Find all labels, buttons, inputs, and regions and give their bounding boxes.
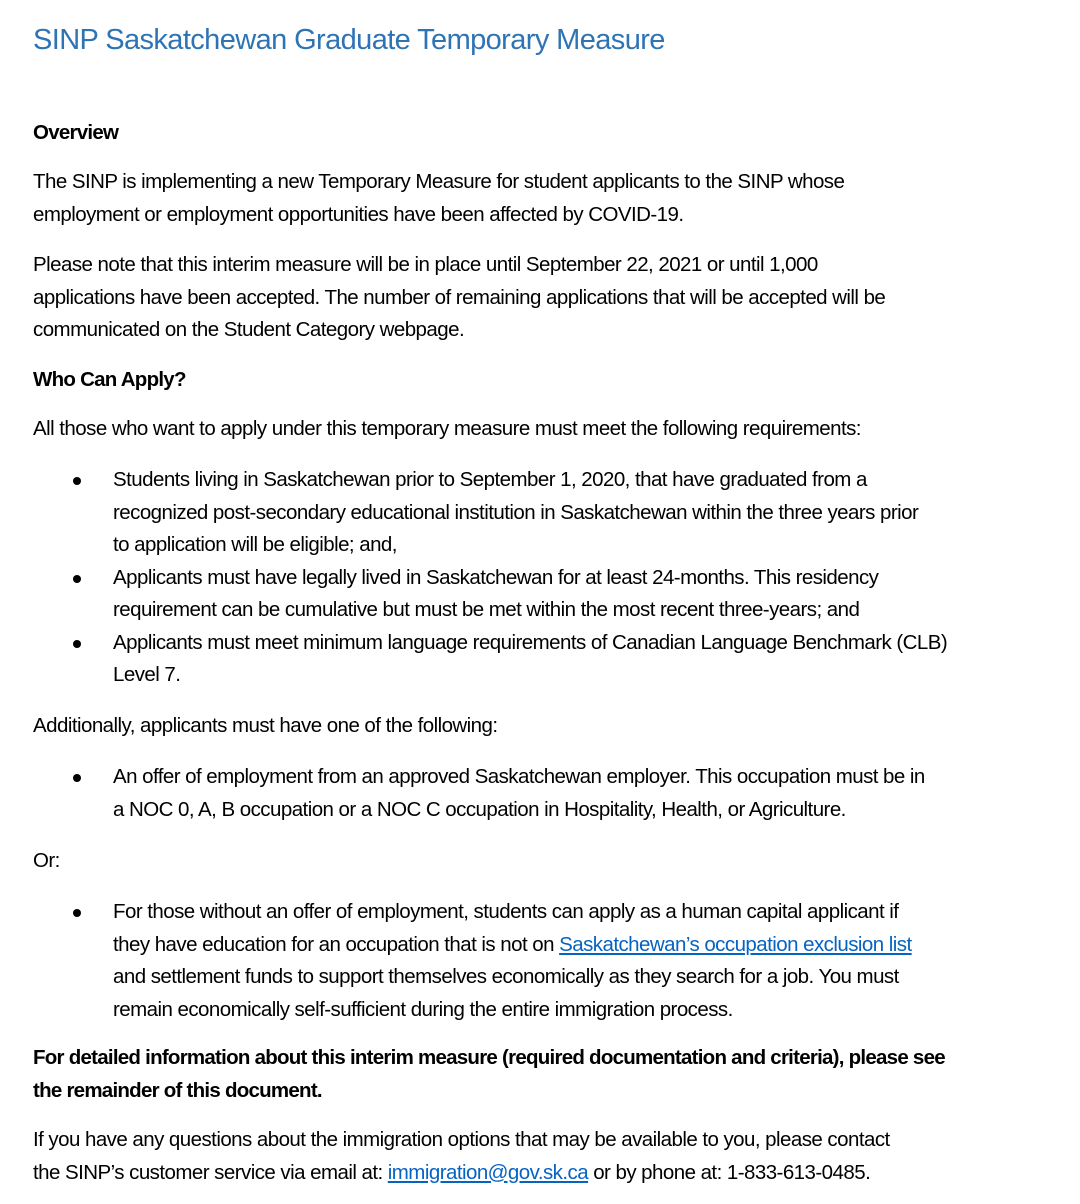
text-line: Applicants must have legally lived in Saskatchewan for at least 24-months. This residency [113,565,879,589]
text-line: to application will be eligible; and, [113,533,397,556]
bullet-icon [73,575,81,583]
text-line: communicated on the Student Category webpage. [33,318,465,341]
list-item [33,464,947,562]
requirements-list [33,464,947,692]
text-line [33,1157,890,1190]
text-line: The SINP is implementing a new Temporary Measure for student applicants to the SINP whose [33,170,845,193]
list-item [33,761,925,826]
contact-paragraph [33,1124,890,1189]
text-span: . [865,1160,871,1184]
text-line: If you have any questions about the immigration options that may be available to you, please contact [33,1128,890,1151]
overview-paragraph-2 [33,249,885,347]
text-line: For detailed information about this interim measure (required documentation and criteria), please see [33,1046,945,1069]
text-line: Applicants must meet minimum language requirements of Canadian Language Benchmark (CLB) [113,630,948,654]
additionally-text: Additionally, applicants must have one of the following: [33,714,498,737]
text-line: For those without an offer of employment, students can apply as a human capital applicant if [113,900,899,923]
text-line: Students living in Saskatchewan prior to September 1, 2020, that have graduated from a [113,468,867,491]
who-can-apply-heading: Who Can Apply? [33,368,186,391]
bullet-icon [73,477,81,485]
list-item [33,627,947,692]
overview-heading: Overview [33,121,119,144]
text-line: the remainder of this document. [33,1078,322,1102]
text-line: employment or employment opportunities have been affected by COVID-19. [33,202,684,226]
text-line: An offer of employment from an approved Saskatchewan employer. This occupation must be in [113,765,925,788]
requirements-intro: All those who want to apply under this temporary measure must meet the following requirements: [33,417,861,440]
bullet-icon [73,909,81,917]
text-line: recognized post-secondary educational institution in Saskatchewan within the three years prior [113,500,919,524]
list-item [33,562,947,627]
text-line: and settlement funds to support themselves economically as they search for a job. You must [113,965,899,988]
text-line: Please note that this interim measure will be in place until September 22, 2021 or until 1,000 [33,253,818,276]
list-item [33,896,912,1026]
occupation-exclusion-list-link[interactable]: Saskatchewan’s occupation exclusion list [559,932,912,956]
detail-note [33,1042,945,1107]
text-line: remain economically self-sufficient during the entire immigration process. [113,997,733,1021]
text-line [113,929,912,962]
option-employment-list [33,761,925,826]
text-line: Level 7. [113,663,181,686]
email-link[interactable]: immigration@gov.sk.ca [387,1160,589,1184]
or-label: Or: [33,849,60,872]
text-span: the SINP’s customer service via email at: [33,1160,388,1184]
text-span: or by phone at: [588,1160,727,1184]
bullet-icon [73,774,81,782]
text-span: they have education for an occupation that is not on [113,932,560,956]
text-line: a NOC 0, A, B occupation or a NOC C occupation in Hospitality, Health, or Agriculture. [113,797,846,821]
option-human-capital-list [33,896,912,1026]
document-title: SINP Saskatchewan Graduate Temporary Measure [33,24,665,56]
phone-number: 1-833-613-0485 [726,1160,866,1184]
overview-paragraph-1 [33,166,844,231]
bullet-icon [73,640,81,648]
text-line: requirement can be cumulative but must be met within the most recent three-years; and [113,598,860,621]
text-line: applications have been accepted. The number of remaining applications that will be accepted will be [33,285,886,309]
